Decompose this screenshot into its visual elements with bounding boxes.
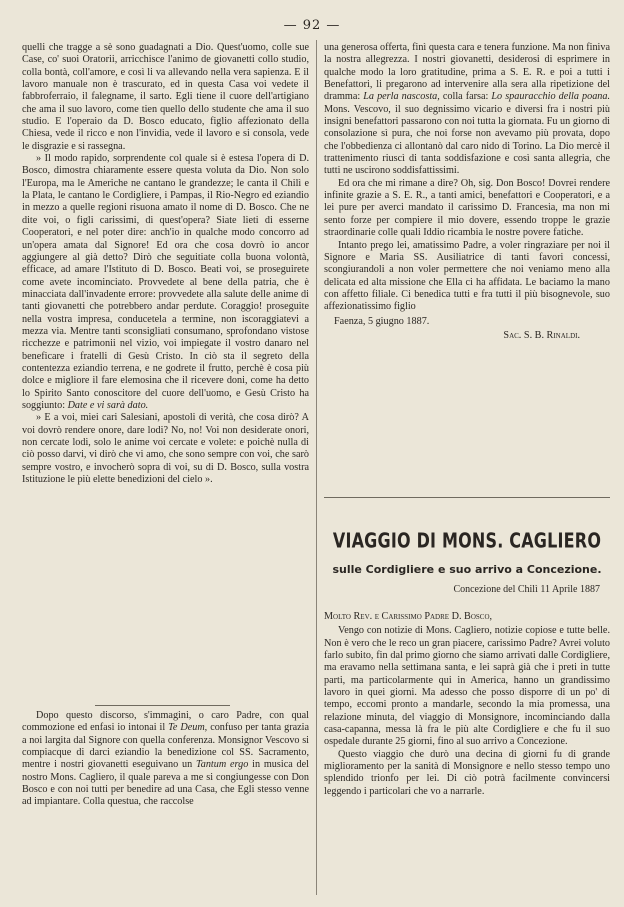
signature: Sac. S. B. Rinaldi. (503, 329, 580, 341)
italic-tantum-ergo: Tantum ergo (196, 759, 249, 771)
paragraph: Intanto prego lei, amatissimo Padre, a voler ringraziare per noi il Signore e Maria SS. Ausiliatrice di tanti favori concessi, scongiurandoli a non voler permettere che noi veniamo meno alla delicata ed alta missione che Ella ci ha affidata. Le baciamo la mano con affetto filiale. Ci benedica tutti e fra tutti il più bisognevole, suo affezionatissimo figlio (324, 239, 610, 313)
italic-te-deum: Te Deum, (168, 722, 208, 734)
place-date: Faenza, 5 giugno 1887. (334, 315, 430, 327)
paragraph: Questo viaggio che durò una decina di giorni fu di grande miglioramento per la sanità di Monsignore e nello stesso tempo uno splendido trionfo per lei. Di ciò potrà facilmente convincersi leggendo i particolari che vo a narrarle. (324, 748, 610, 797)
left-column (22, 42, 309, 486)
right-column (324, 42, 610, 342)
left-bottom-text (22, 710, 309, 809)
paragraph: quelli che tragge a sè sono guadagnati a Dio. Quest'uomo, colle sue Case, co' suoi Oratorii, arricchisce l'animo de giovanetti collo studio, colla bontà, coll'amore, e così li va allevando nella vera sapienza. E il lavoro manuale non è trascurato, ed in questa Casa voi vedete il fabbroferraio, il falegname, il sarto. Egli tiene il cuore dell'artigiano che ama il suo lavoro, come tien quello dello studente che ama il suo studio. E l'operaio da D. Bosco educato, figlio affezionato della Chiesa, vede il ricco e non l'invidia, vede il lavoro e si consola, vede le disgrazie e si rassegna. (22, 42, 309, 152)
paragraph: Vengo con notizie di Mons. Cagliero, notizie copiose e tutte belle. Non è vero che le reco un gran piacere, carissimo Padre? Avrei voluto farlo subito, fin dal primo giorno che siamo arrivati dalle Cordigliere, ma eravamo nella settimana santa, e lei saprà già che i preti in tutte parti, ma particolarmente qui in America, hanno un grandissimo lavoro in quei giorni. Ma adesso che posso disporre di un po' di tempo, eccomi pronto a mandarle, secondo la mia promessa, una relazione minuta, del viaggio di Monsignore, incominciando dalla casa-capanna, messa là fra le più alte Cordigliere e che fu il suo ospedale durante 25 giorni, fino al suo arrivo a Concezione. (324, 625, 610, 748)
page-number: — 92 — (283, 18, 341, 33)
paragraph-text: Dopo questo discorso, s'immagini, o caro Padre, con qual commozione ed enfasi io intonai il (22, 710, 309, 734)
paragraph (22, 710, 309, 809)
paragraph: Ed ora che mi rimane a dire? Oh, sig. Don Bosco! Dovrei rendere infinite grazie a S. E. R., a tanti amici, benefattori e Cooperatori, e a lei pure per averci mandato il carissimo D. Francesia, ma non mi sento forze per compiere il mio dovere, essendo troppe le grazie straordinarie colle quali Iddio ricambia le nostre povere fatiche. (324, 177, 610, 239)
column-divider (316, 40, 317, 895)
paragraph-text: » Il modo rapido, sorprendente col quale si è estesa l'opera di D. Bosco, dimostra chiaramente essere questa voluta da Dio. Non solo l'Europa, ma le Americhe ne cantano le grandezze; le canta il Chilì e la Plata, le cantano le Cordigliere, i Pampas, il Rio-Negro ed eziandio in mezzo a quelle regioni risuona amato il nome di D. Bosco. Che ne dite voi, o figli carissimi, di quest'opera? Siate lieti di esserne Cooperatori, e nel poter dire: anch'io in qualche modo concorro ad un'opera amata dal Signore! Ed ora che cosa dovrò io ancor aggiungere al già detto? Dirò che seguitiate colla buona volontà, efficace, ad amare l'Istituto di D. Bosco. Beati voi, se proseguirete come avete incominciato. Provvedete al bene della patria, che è minacciata dall'invadente errore: provvedete alla salute delle anime di tanti giovanetti che potrebbero andar perdute. Coraggio! proseguite nella vostra impresa, conducetela a termine, non iscoraggiatevi a mezza via. Mentre tanti sconsigliati consumano, sprofondano vistose ricchezze e patrimonii nel vizio, voi impiegate il vostro danaro nel beneficare i fratelli di Gesù Cristo. In ciò sta il segreto della contentezza eziandio terrena, e ne godrete il frutto, perchè è cosa più dolce e migliore il fare elemosina che il ricevere doni, come ha detto lo Spirito Santo conoscitore del cuore dell'uomo, e Gesù Cristo ha soggiunto: (22, 153, 309, 411)
paragraph: » E a voi, miei cari Salesiani, apostoli di verità, che cosa dirò? A voi dovrò rendere onore, dare lodi? No, no! Voi non desiderate onori, non cercate lodi, solo le anime voi cercate e volete: e poichè nulla di ciò posso darvi, vi dirò che vi amo, che sono sempre con voi, che sarò sempre vostro, e invocherò sopra di voi, su di D. Bosco, sulla vostra Istituzione le più elette benedizioni del cielo ». (22, 412, 309, 486)
salutation: Molto Rev. e Carissimo Padre D. Bosco, (324, 611, 493, 622)
paragraph (22, 153, 309, 412)
section-rule (95, 705, 230, 706)
drama-title: La perla nascosta, (363, 91, 440, 103)
italic-quote: Date e vi sarà dato. (67, 399, 149, 411)
article-title: VIAGGIO DI MONS. CAGLIERO (332, 528, 602, 553)
paragraph-text: confuso per tanta grazia a noi largita dal Signore con quella conferenza. Monsignor Vescovo si compiacque di darci eziandio la benedizione col SS. Sacramento, mentre i nostri giovanetti eseguivano un (22, 722, 309, 771)
paragraph (324, 42, 610, 178)
article-subtitle: sulle Cordigliere e suo arrivo a Concezione. (332, 563, 602, 576)
paragraph-text: colla farsa: (442, 91, 489, 103)
paragraph-text: Mons. Vescovo, il suo degnissimo vicario e diversi fra i nostri più insigni benefattori passarono con noi tutta la giornata. Fu un giorno di consolazione sì pura, che noi forse non avevamo più provata, dopo che l'obbedienza ci allontanò dal caro nido di Torino. La Dio mercè il trattenimento riuscì di tanta soddisfazione e così santa allegria, che tutti ne uscirono soddisfattissimi. (324, 103, 610, 177)
article-dateline: Concezione del Chilì 11 Aprile 1887 (453, 584, 600, 595)
paragraph-text: una generosa offerta, finì questa cara e tenera funzione. Ma non finiva la nostra allegrezza. I nostri giovanetti, desiderosi di esprimere in qualche modo la loro gratitudine, prima a S. E. R. e poi a tutti i Benefattori, li pregarono ad intervenire alla sera alla ripetizione del dramma: (324, 42, 610, 103)
farce-title: Lo spauracchio della poana. (491, 91, 611, 103)
section-rule (324, 497, 610, 498)
paragraph-text: in musica del nostro Mons. Cagliero, il quale pareva a me si congiungesse con Don Bosco e con noi tutti per benedire ad una Casa, che Egli stesso venne ad impiantare. Colla questua, che raccolse (22, 759, 310, 808)
article-body (324, 611, 610, 798)
